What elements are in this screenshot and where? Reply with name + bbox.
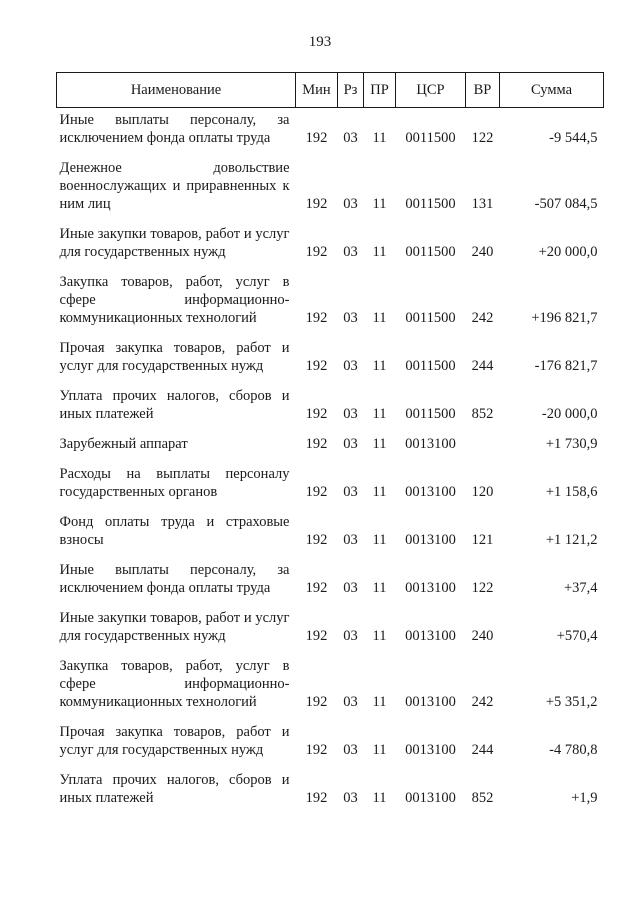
cell-rz: 03 [343, 628, 358, 644]
cell-rz: 03 [343, 790, 358, 806]
cell-min: 192 [305, 484, 328, 500]
cell-pr: 11 [372, 694, 387, 710]
cell-sum: +570,4 [556, 628, 598, 644]
cell-rz: 03 [343, 310, 358, 326]
cell-csr: 0011500 [405, 406, 456, 422]
cell-pr: 11 [372, 358, 387, 374]
cell-min: 192 [305, 628, 328, 644]
cell-sum: +1 730,9 [545, 436, 598, 452]
cell-pr: 11 [372, 406, 387, 422]
cell-pr: 11 [372, 742, 387, 758]
cell-pr: 11 [372, 196, 387, 212]
cell-pr: 11 [372, 628, 387, 644]
table-row [57, 657, 604, 723]
table-row [57, 273, 604, 339]
table-row [57, 771, 604, 819]
header-sum: Сумма [500, 73, 604, 108]
cell-vr: 240 [471, 244, 494, 260]
cell-rz: 03 [343, 130, 358, 146]
cell-min: 192 [305, 694, 328, 710]
cell-csr: 0013100 [405, 694, 456, 710]
cell-vr: 120 [471, 484, 494, 500]
header-rz: Рз [338, 73, 364, 108]
cell-vr [466, 435, 500, 465]
table-row [57, 609, 604, 657]
cell-sum: +1,9 [571, 790, 598, 806]
cell-pr: 11 [372, 484, 387, 500]
cell-csr: 0011500 [405, 244, 456, 260]
cell-rz: 03 [343, 580, 358, 596]
table-row [57, 513, 604, 561]
cell-sum: -4 780,8 [549, 742, 598, 758]
cell-rz: 03 [343, 436, 358, 452]
cell-name: Денежное довольствие военнослужащих и приравненных к ним лиц [59, 160, 290, 212]
cell-pr: 11 [372, 580, 387, 596]
cell-vr: 131 [471, 196, 494, 212]
cell-pr: 11 [372, 130, 387, 146]
cell-min: 192 [305, 196, 328, 212]
cell-rz: 03 [343, 532, 358, 548]
cell-csr: 0013100 [405, 790, 456, 806]
cell-min: 192 [305, 406, 328, 422]
cell-sum: +1 158,6 [545, 484, 598, 500]
cell-min: 192 [305, 436, 328, 452]
cell-rz: 03 [343, 406, 358, 422]
cell-name: Иные закупки товаров, работ и услуг для государственных нужд [59, 610, 290, 644]
cell-min: 192 [305, 742, 328, 758]
cell-sum: +5 351,2 [545, 694, 598, 710]
cell-rz: 03 [343, 742, 358, 758]
cell-vr: 852 [471, 406, 494, 422]
table-row [57, 339, 604, 387]
cell-min: 192 [305, 244, 328, 260]
table-row [57, 225, 604, 273]
cell-rz: 03 [343, 244, 358, 260]
cell-rz: 03 [343, 484, 358, 500]
cell-name: Прочая закупка товаров, работ и услуг для государственных нужд [59, 724, 290, 758]
cell-vr: 244 [471, 742, 494, 758]
cell-csr: 0011500 [405, 130, 456, 146]
table-row [57, 723, 604, 771]
cell-sum: -176 821,7 [534, 358, 598, 374]
cell-name: Закупка товаров, работ, услуг в сфере информационно-коммуникационных технологий [59, 658, 290, 710]
table-row [57, 435, 604, 465]
cell-sum: +1 121,2 [545, 532, 598, 548]
cell-vr: 242 [471, 310, 494, 326]
cell-vr: 244 [471, 358, 494, 374]
cell-csr: 0013100 [405, 628, 456, 644]
cell-csr: 0013100 [405, 436, 456, 452]
cell-min: 192 [305, 580, 328, 596]
table-row [57, 465, 604, 513]
table-body [57, 108, 604, 820]
header-name: Наименование [57, 73, 296, 108]
cell-sum: +196 821,7 [531, 310, 598, 326]
cell-vr: 122 [471, 130, 494, 146]
cell-min: 192 [305, 790, 328, 806]
budget-table [56, 72, 604, 819]
cell-min: 192 [305, 130, 328, 146]
table-row [57, 387, 604, 435]
cell-sum: +37,4 [563, 580, 598, 596]
table-row [57, 561, 604, 609]
cell-vr: 852 [471, 790, 494, 806]
cell-name: Уплата прочих налогов, сборов и иных платежей [59, 388, 290, 422]
table-row [57, 159, 604, 225]
cell-sum: +20 000,0 [538, 244, 598, 260]
cell-pr: 11 [372, 244, 387, 260]
cell-vr: 242 [471, 694, 494, 710]
cell-min: 192 [305, 358, 328, 374]
cell-vr: 122 [471, 580, 494, 596]
cell-vr: 121 [471, 532, 494, 548]
cell-pr: 11 [372, 532, 387, 548]
cell-name: Уплата прочих налогов, сборов и иных платежей [59, 772, 290, 806]
cell-csr: 0011500 [405, 310, 456, 326]
header-csr: ЦСР [396, 73, 466, 108]
page-number: 193 [308, 34, 332, 50]
cell-vr: 240 [471, 628, 494, 644]
header-pr: ПР [364, 73, 396, 108]
cell-name: Фонд оплаты труда и страховые взносы [59, 514, 290, 548]
cell-min: 192 [305, 532, 328, 548]
cell-csr: 0013100 [405, 742, 456, 758]
header-min: Мин [296, 73, 338, 108]
cell-name: Иные закупки товаров, работ и услуг для государственных нужд [59, 226, 290, 260]
cell-pr: 11 [372, 790, 387, 806]
cell-name: Зарубежный аппарат [59, 436, 188, 452]
table-row [57, 108, 604, 160]
cell-rz: 03 [343, 358, 358, 374]
cell-name: Расходы на выплаты персоналу государственных органов [59, 466, 290, 500]
cell-pr: 11 [372, 436, 387, 452]
cell-rz: 03 [343, 694, 358, 710]
cell-sum: -20 000,0 [541, 406, 598, 422]
cell-pr: 11 [372, 310, 387, 326]
table-header [57, 73, 604, 108]
cell-name: Прочая закупка товаров, работ и услуг для государственных нужд [59, 340, 290, 374]
cell-csr: 0013100 [405, 532, 456, 548]
cell-name: Иные выплаты персоналу, за исключением фонда оплаты труда [59, 112, 290, 146]
header-vr: ВР [466, 73, 500, 108]
cell-sum: -9 544,5 [549, 130, 598, 146]
cell-sum: -507 084,5 [534, 196, 598, 212]
cell-csr: 0013100 [405, 580, 456, 596]
cell-name: Иные выплаты персоналу, за исключением фонда оплаты труда [59, 562, 290, 596]
cell-csr: 0011500 [405, 358, 456, 374]
cell-name: Закупка товаров, работ, услуг в сфере информационно-коммуникационных технологий [59, 274, 290, 326]
cell-csr: 0011500 [405, 196, 456, 212]
cell-min: 192 [305, 310, 328, 326]
cell-csr: 0013100 [405, 484, 456, 500]
cell-rz: 03 [343, 196, 358, 212]
